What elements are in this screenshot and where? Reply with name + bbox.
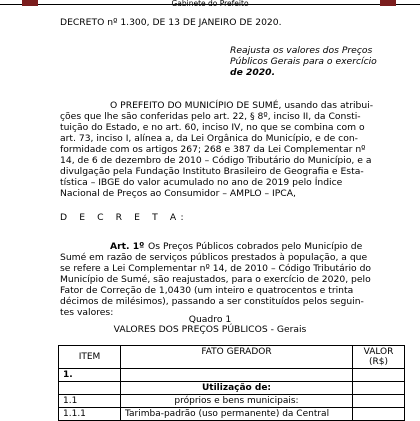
- article-1-line-5: Fator de Correção de 1,0430 (um inteiro e quatrocentos e trinta: [60, 285, 354, 296]
- table-caption: Quadro 1: [188, 314, 232, 325]
- preamble-line-7: divulgação pela Fundação Instituto Brasileiro de Geografia e Esta-: [60, 166, 364, 177]
- table-row: [59, 382, 405, 395]
- preamble-line-4: art. 73, inciso I, alínea a, da Lei Orgânica do Município, e de con-: [60, 133, 358, 144]
- preamble-line-2: ções que lhe são conferidas pelo art. 22, § 8º, inciso II, da Consti-: [60, 111, 361, 122]
- preamble-line-9: Nacional de Preços ao Consumidor – AMPLO – IPCA,: [60, 188, 296, 199]
- summary-line-3: de 2020.: [230, 67, 276, 78]
- table-row: [59, 395, 405, 408]
- row-fato: Tarimba-padrão (uso permanente) da Central: [121, 408, 353, 421]
- article-1-line-2: Sumé em razão de serviços públicos prestados à população, a que: [60, 252, 368, 263]
- table-row: [59, 369, 405, 382]
- preamble-line-3: tuição do Estado, e no art. 60, inciso IV, no que se combina com o: [60, 122, 365, 133]
- summary-line-2: Públicos Gerais para o exercício: [230, 56, 377, 67]
- row-valor: [353, 408, 405, 421]
- row-valor: [353, 382, 405, 395]
- preamble-line-6: 14, de 6 de dezembro de 2010 – Código Tributário do Município, e a: [60, 155, 372, 166]
- header-subtitle: Gabinete do Prefeito: [171, 0, 249, 8]
- decree-number-line: DECRETO nº 1.300, DE 13 DE JANEIRO DE 2020.: [60, 17, 282, 28]
- header-item: ITEM: [59, 346, 121, 369]
- prices-table: [58, 345, 405, 421]
- header-valor: VALOR (R$): [353, 346, 405, 369]
- row-item: 1.1.1: [59, 408, 121, 421]
- row-fato: [121, 369, 353, 382]
- row-fato: Utilização de:: [121, 382, 353, 395]
- preamble-line-1: O PREFEITO DO MUNICÍPIO DE SUMÉ, usando das atribui-: [110, 100, 374, 111]
- decree-summary: [230, 45, 390, 78]
- row-item: 1.1: [59, 395, 121, 408]
- table-header-row: [59, 346, 405, 369]
- decreta-heading: D E C R E T A:: [60, 212, 189, 223]
- article-1-label: Art. 1º: [110, 241, 145, 252]
- summary-line-1: Reajusta os valores dos Preços: [230, 45, 373, 56]
- article-1-line-4: Município de Sumé, são reajustados, para o exercício de 2020, pelo: [60, 274, 371, 285]
- article-1-line-3: se refere a Lei Complementar nº 14, de 2010 – Código Tributário do: [60, 263, 372, 274]
- table-row: [59, 408, 405, 421]
- row-fato: próprios e bens municipais:: [121, 395, 353, 408]
- row-valor: [353, 395, 405, 408]
- article-1-line-7: tes valores:: [60, 307, 114, 318]
- row-item: [59, 382, 121, 395]
- preamble-line-5: formidade com os artigos 267; 268 e 387 da Lei Complementar nº: [60, 144, 366, 155]
- table-title: VALORES DOS PREÇOS PÚBLICOS - Gerais: [113, 324, 307, 335]
- article-1-line-6: décimos de milésimos), passando a ser constituídos pelos seguin-: [60, 296, 364, 307]
- row-valor: [353, 369, 405, 382]
- article-1-line-1: Os Preços Públicos cobrados pelo Município de: [148, 241, 363, 252]
- preamble-line-8: tística – IBGE do valor acumulado no ano de 2019 pelo Índice: [60, 177, 343, 188]
- row-item: 1.: [59, 369, 121, 382]
- header-fato-gerador: FATO GERADOR: [121, 346, 353, 369]
